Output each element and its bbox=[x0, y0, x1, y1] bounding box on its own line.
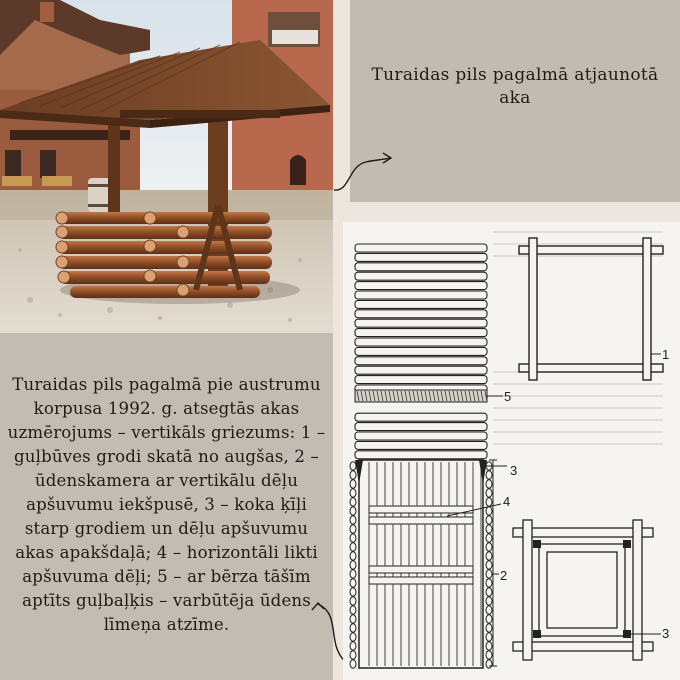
log-course bbox=[355, 244, 487, 252]
log-course bbox=[355, 282, 487, 290]
log-course bbox=[355, 291, 487, 299]
label-3b: 3 bbox=[662, 626, 670, 641]
well-section-drawing bbox=[343, 222, 680, 680]
log-course bbox=[355, 441, 487, 449]
label-3a: 3 bbox=[510, 463, 518, 478]
photo-caption: Turaidas pils pagalmā atjaunotā aka bbox=[371, 65, 659, 108]
log-course bbox=[355, 329, 487, 337]
log-course bbox=[355, 423, 487, 431]
log-course bbox=[355, 310, 487, 318]
log-course bbox=[355, 376, 487, 384]
log-course bbox=[355, 300, 487, 308]
log-course bbox=[355, 347, 487, 355]
log-course bbox=[355, 413, 487, 421]
log-course bbox=[355, 432, 487, 440]
log-course bbox=[355, 451, 487, 459]
log-course bbox=[355, 253, 487, 261]
log-course bbox=[355, 263, 487, 271]
well-photo bbox=[0, 0, 333, 333]
drawing-caption-panel bbox=[0, 333, 333, 680]
log-course bbox=[355, 357, 487, 365]
label-1: 1 bbox=[662, 347, 670, 362]
log-course bbox=[355, 272, 487, 280]
photo-caption-panel bbox=[350, 0, 680, 202]
log-course bbox=[355, 366, 487, 374]
label-4: 4 bbox=[503, 494, 511, 509]
curved-arrow-icon bbox=[328, 148, 398, 198]
drawing-caption: Turaidas pils pagalmā pie austrumu korpusa 1992. g. atsegtās akas uzmērojums – vertikāls griezums: 1 – guļbūves grodi skatā no augšas, 2 – ūdenskamera ar vertikālu dēļu apšuvumu iekšpusē, 3 – koka ķīļi starp grodiem un dēļu apšuvumu akas apakšdaļā; 4 – horizontāli likti apšuvuma dēļi; 5 – ar bērza tāšīm aptīts guļbaļķis – varbūtēja ūdens līmeņa atzīme. bbox=[7, 375, 326, 634]
log-course bbox=[355, 338, 487, 346]
label-5: 5 bbox=[504, 389, 512, 404]
log-course bbox=[355, 319, 487, 327]
label-2: 2 bbox=[500, 568, 508, 583]
